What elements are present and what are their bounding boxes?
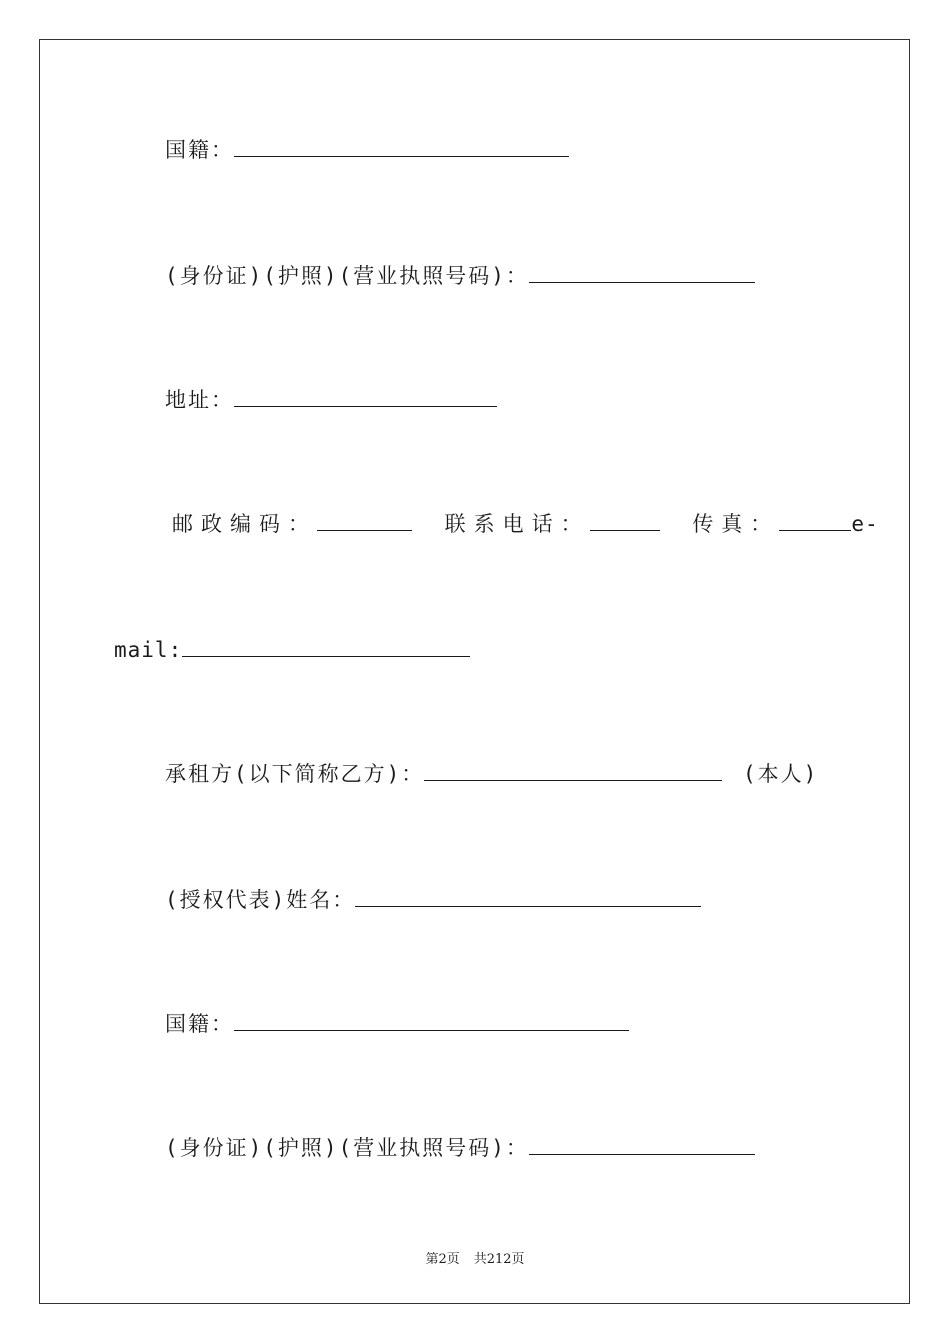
fax-label: 传真： xyxy=(692,512,780,536)
nationality-line-2 xyxy=(165,1012,629,1036)
address-label: 地址： xyxy=(165,388,234,412)
phone-label: 联系电话： xyxy=(444,512,590,536)
nationality-label: 国籍： xyxy=(165,138,234,162)
id-line-1 xyxy=(165,264,755,288)
nationality-label: 国籍： xyxy=(165,1012,234,1036)
contact-line xyxy=(172,512,879,536)
email-label-head: e- xyxy=(851,512,879,536)
id-blank[interactable] xyxy=(529,264,755,283)
phone-blank[interactable] xyxy=(590,512,660,531)
nationality-blank[interactable] xyxy=(234,138,569,157)
fax-blank[interactable] xyxy=(779,512,851,531)
lessee-label: 承租方(以下简称乙方)： xyxy=(165,762,425,786)
lessee-blank[interactable] xyxy=(424,762,722,781)
nationality-blank[interactable] xyxy=(234,1012,629,1031)
address-line xyxy=(165,388,497,412)
nationality-line-1 xyxy=(165,138,569,162)
id-line-2 xyxy=(165,1136,755,1160)
rep-name-blank[interactable] xyxy=(355,888,701,907)
page-footer xyxy=(0,1248,950,1267)
rep-name-line xyxy=(165,888,701,912)
address-blank[interactable] xyxy=(234,388,497,407)
email-line xyxy=(114,638,470,662)
rep-name-label: (授权代表)姓名： xyxy=(165,888,356,912)
email-blank[interactable] xyxy=(182,638,470,657)
self-label: (本人) xyxy=(742,762,819,786)
page-total: 共212页 xyxy=(473,1252,525,1267)
page-border xyxy=(39,39,910,1304)
page-number: 第2页 xyxy=(425,1252,460,1267)
email-label-tail: mail: xyxy=(114,638,183,662)
id-blank[interactable] xyxy=(529,1136,755,1155)
id-label: (身份证)(护照)(营业执照号码)： xyxy=(165,1136,529,1160)
id-label: (身份证)(护照)(营业执照号码)： xyxy=(165,264,529,288)
postal-code-label: 邮政编码： xyxy=(172,512,317,536)
postal-code-blank[interactable] xyxy=(317,512,412,531)
lessee-line xyxy=(165,762,818,786)
